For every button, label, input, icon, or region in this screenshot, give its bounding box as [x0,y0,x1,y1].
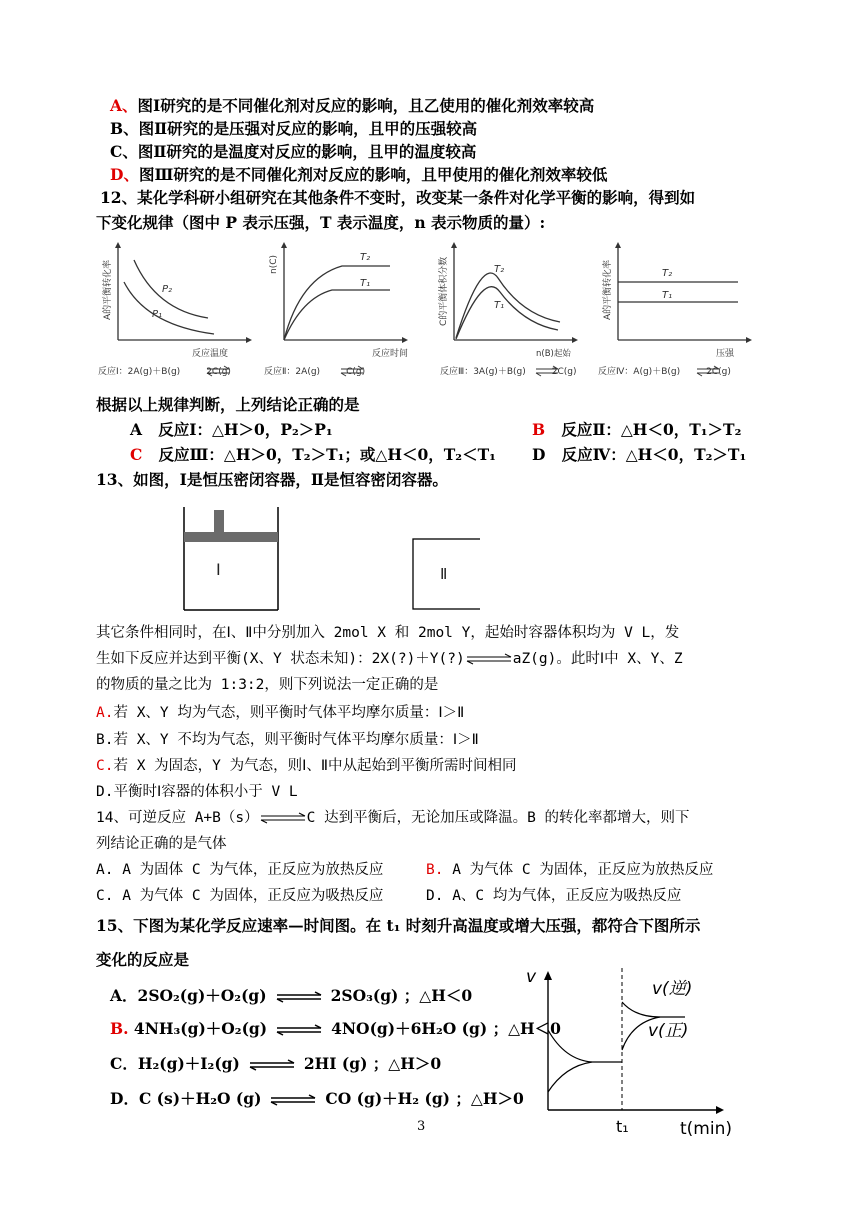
page-number: 3 [417,1119,426,1134]
fig4-ylabel: A的平衡转化率 [603,259,613,320]
q13-containers-figure [180,505,480,613]
container-2-label: Ⅱ [440,565,448,583]
fig4-xlabel: 压强 [716,349,735,359]
q12-option-b: B 反应Ⅱ：△H＜0，T₁＞T₂ [532,420,742,439]
q14-option-c: C. A 为气体 C 为固体，正反应为吸热反应 [96,888,384,904]
q12-option-a: A 反应Ⅰ：△H＞0，P₂＞P₁ [130,420,333,439]
q14-equilibrium-arrow [259,812,307,824]
fig1-curve-label-p1: P₁ [152,309,163,320]
fig3-xlabel: n(B)起始 [536,349,571,359]
q15-option-c: C．H₂(g)＋I₂(g) 2HI (g) ；△H＞0 [110,1054,442,1073]
q13-paragraph-line3: 的物质的量之比为 1:3:2，则下列说法一定正确的是 [96,677,439,693]
q14-stem-line2: 列结论正确的是气体 [96,836,227,852]
piston-rod [214,510,224,532]
q12-figure-3 [432,240,592,380]
q13-option-b: B.若 X、Y 不均为气态，则平衡时气体平均摩尔质量：Ⅰ＞Ⅱ [96,732,479,748]
q15-option-a: A．2SO₂(g)＋O₂(g) 2SO₃(g) ；△H＜0 [110,986,473,1005]
graph-ylabel: v [526,967,537,987]
q13-paragraph-line2: 生如下反应并达到平衡(X、Y 状态未知)：2X(?)＋Y(?) aZ(g)。此时Ⅰ中 X、Y、Z [96,651,683,667]
q11-option-d: D、图Ⅲ研究的是不同催化剂对反应的影响，且甲使用的催化剂效率较低 [110,165,608,184]
q15-stem-line2: 变化的反应是 [96,950,190,969]
q12-figure-1 [96,240,271,380]
q12-option-d: D 反应Ⅳ：△H＜0，T₂＞T₁ [532,445,747,464]
fig3-curve-label-t1: T₁ [494,300,505,311]
q11-option-c: C、图Ⅱ研究的是温度对反应的影响，且甲的温度较高 [110,142,477,161]
rate-time-graph [520,962,745,1140]
q14-stem-line1: 14、可逆反应 A+B（s） C 达到平衡后，无论加压或降温。B 的转化率都增大，则下 [96,810,690,826]
fig1-xlabel: 反应温度 [192,349,229,359]
q15-stem-line1: 15、下图为某化学反应速率—时间图。在 t₁ 时刻升高温度或增大压强，都符合下图所示 [96,916,701,935]
fig1-caption: 反应Ⅰ：2A(g)＋B(g) 2C(g) [98,367,231,377]
q12-stem-line2: 下变化规律（图中 P 表示压强，T 表示温度，n 表示物质的量）: [96,213,546,232]
q13-equilibrium-arrow [465,653,513,665]
graph-t1-label: t₁ [616,1117,629,1136]
fig3-curve-label-t2: T₂ [494,264,505,275]
q13-option-c: C.若 X 为固态，Y 为气态，则Ⅰ、Ⅱ中从起始到平衡所需时间相同 [96,758,517,774]
fig4-curve-label-t2: T₂ [662,268,673,279]
q12-option-c: C 反应Ⅲ：△H＞0，T₂＞T₁；或△H＜0，T₂＜T₁ [130,445,496,464]
fig3-ylabel: C的平衡体积分数 [439,256,449,326]
fig1-curve-label-p2: P₂ [162,284,173,295]
q14-option-b: B. A 为气体 C 为固体，正反应为放热反应 [426,862,714,878]
q13-stem: 13、如图，Ⅰ是恒压密闭容器，Ⅱ是恒容密闭容器。 [96,470,448,489]
fig2-curve-label-t1: T₁ [360,278,371,289]
q14-option-d: D. A、C 均为气体，正反应为吸热反应 [426,888,682,904]
fig2-caption: 反应Ⅱ：2A(g) C(g) [264,367,366,377]
q12-stem-line1: 12、某化学科研小组研究在其他条件不变时，改变某一条件对化学平衡的影响，得到如 [100,188,696,207]
graph-reverse-rate-label: v(逆) [652,979,693,999]
graph-forward-rate-label: v(正) [648,1021,689,1041]
q11-option-b: B、图Ⅱ研究的是压强对反应的影响，且甲的压强较高 [110,119,478,138]
q11-option-a: A、图Ⅰ研究的是不同催化剂对反应的影响，且乙使用的催化剂效率较高 [110,96,595,115]
fig2-xlabel: 反应时间 [372,349,409,359]
q12-figure-4 [596,240,766,380]
fig2-curve-label-t2: T₂ [360,252,371,263]
q13-paragraph-line1: 其它条件相同时，在Ⅰ、Ⅱ中分别加入 2mol X 和 2mol Y，起始时容器体积均为 V L，发 [96,625,680,641]
fig2-ylabel: n(C) [269,254,279,274]
container-1-label: Ⅰ [216,560,221,579]
q12-figure-2 [262,240,422,380]
fig4-caption: 反应Ⅳ：A(g)＋B(g) 2C(g) [598,367,731,377]
q15-option-b: B. 4NH₃(g)＋O₂(g) 4NO(g)＋6H₂O (g) ；△H＜0 [110,1019,561,1038]
fig3-caption: 反应Ⅲ：3A(g)＋B(g) 2C(g) [440,367,577,377]
fig4-curve-label-t1: T₁ [662,290,673,301]
q12-judge: 根据以上规律判断，上列结论正确的是 [96,395,360,414]
piston [184,532,278,542]
graph-xlabel: t(min) [680,1119,732,1139]
q14-option-a: A. A 为固体 C 为气体，正反应为放热反应 [96,862,384,878]
q13-option-a: A.若 X、Y 均为气态，则平衡时气体平均摩尔质量：Ⅰ＞Ⅱ [96,705,465,721]
q15-option-d: D．C (s)＋H₂O (g) CO (g)＋H₂ (g) ；△H＞0 [110,1089,524,1108]
fig1-ylabel: A的平衡转化率 [103,259,113,320]
q13-option-d: D.平衡时Ⅰ容器的体积小于 V L [96,784,298,800]
